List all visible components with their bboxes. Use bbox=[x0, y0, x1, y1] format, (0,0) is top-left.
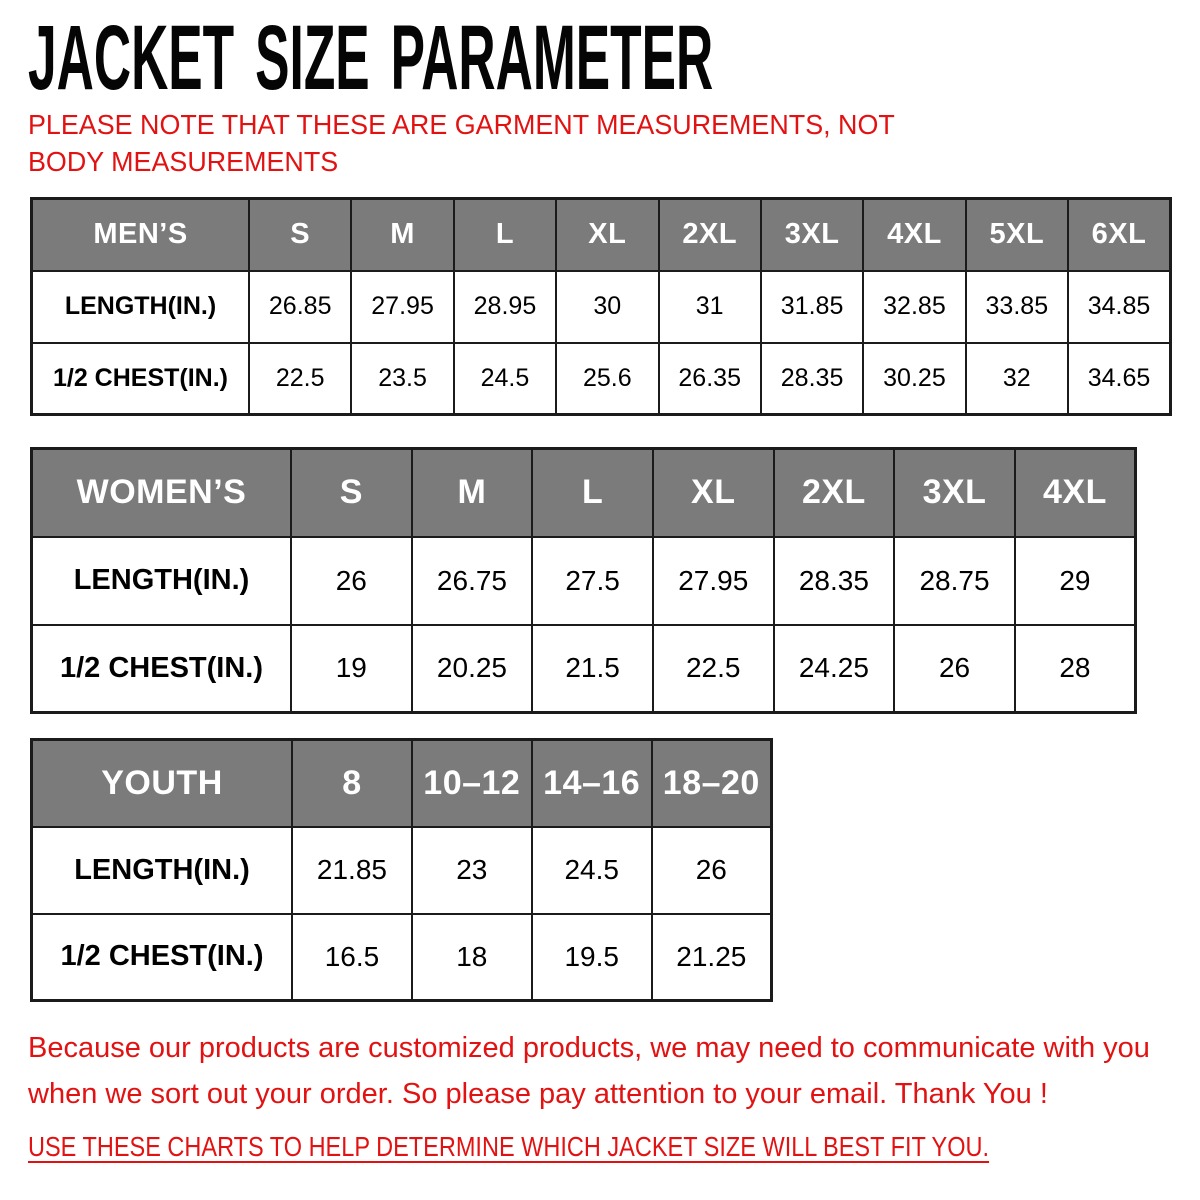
size-column-header: XL bbox=[556, 199, 658, 271]
measurement-value: 28.35 bbox=[761, 343, 863, 415]
measurement-value: 26.75 bbox=[412, 537, 533, 625]
size-column-header: 2XL bbox=[659, 199, 761, 271]
measurement-value: 34.65 bbox=[1068, 343, 1171, 415]
measurement-value: 30 bbox=[556, 271, 658, 343]
measurement-value: 31.85 bbox=[761, 271, 863, 343]
size-column-header: 10–12 bbox=[412, 740, 532, 827]
size-column-header: M bbox=[412, 449, 533, 537]
size-column-header: L bbox=[454, 199, 556, 271]
measurement-value: 30.25 bbox=[863, 343, 965, 415]
size-column-header: S bbox=[249, 199, 351, 271]
size-column-header: 4XL bbox=[863, 199, 965, 271]
customization-notice: Because our products are customized products, we may need to communicate with you when we sort out your order. So please pay attention to your email. Thank You ! bbox=[28, 1032, 1150, 1110]
measurement-value: 22.5 bbox=[653, 625, 774, 713]
measurement-value: 27.95 bbox=[351, 271, 453, 343]
size-column-header: 3XL bbox=[761, 199, 863, 271]
measurement-row-label: LENGTH(IN.) bbox=[32, 827, 293, 914]
mens-table-title: MEN’S bbox=[32, 199, 250, 271]
measurement-value: 21.85 bbox=[292, 827, 412, 914]
measurement-value: 28.75 bbox=[894, 537, 1015, 625]
mens-size-table bbox=[30, 197, 1172, 416]
measurement-value: 31 bbox=[659, 271, 761, 343]
measurement-value: 26 bbox=[894, 625, 1015, 713]
measurement-row-label: LENGTH(IN.) bbox=[32, 271, 250, 343]
measurement-value: 34.85 bbox=[1068, 271, 1171, 343]
measurement-value: 24.5 bbox=[454, 343, 556, 415]
garment-measurement-note: PLEASE NOTE THAT THESE ARE GARMENT MEASUREMENTS, NOT BODY MEASUREMENTS bbox=[28, 109, 895, 178]
youth-table bbox=[30, 738, 773, 1002]
measurement-value: 33.85 bbox=[966, 271, 1068, 343]
measurement-value: 26.85 bbox=[249, 271, 351, 343]
measurement-value: 21.25 bbox=[652, 914, 772, 1001]
measurement-value: 24.25 bbox=[774, 625, 895, 713]
measurement-value: 27.95 bbox=[653, 537, 774, 625]
size-column-header: XL bbox=[653, 449, 774, 537]
mens-table bbox=[30, 197, 1172, 416]
youth-size-table bbox=[30, 738, 773, 1002]
measurement-value: 25.6 bbox=[556, 343, 658, 415]
measurement-value: 26 bbox=[291, 537, 412, 625]
size-column-header: 18–20 bbox=[652, 740, 772, 827]
measurement-value: 24.5 bbox=[532, 827, 652, 914]
size-column-header: 2XL bbox=[774, 449, 895, 537]
youth-table-title: YOUTH bbox=[32, 740, 293, 827]
measurement-row-label: 1/2 CHEST(IN.) bbox=[32, 914, 293, 1001]
measurement-value: 20.25 bbox=[412, 625, 533, 713]
size-column-header: M bbox=[351, 199, 453, 271]
size-column-header: S bbox=[291, 449, 412, 537]
measurement-value: 22.5 bbox=[249, 343, 351, 415]
size-column-header: 8 bbox=[292, 740, 412, 827]
measurement-value: 27.5 bbox=[532, 537, 653, 625]
measurement-value: 18 bbox=[412, 914, 532, 1001]
measurement-value: 16.5 bbox=[292, 914, 412, 1001]
measurement-value: 26.35 bbox=[659, 343, 761, 415]
page-title: JACKET SIZE PARAMETER bbox=[28, 7, 714, 109]
measurement-value: 19.5 bbox=[532, 914, 652, 1001]
size-column-header: 6XL bbox=[1068, 199, 1171, 271]
measurement-value: 26 bbox=[652, 827, 772, 914]
size-column-header: 4XL bbox=[1015, 449, 1136, 537]
measurement-row-label: 1/2 CHEST(IN.) bbox=[32, 625, 292, 713]
measurement-row-label: LENGTH(IN.) bbox=[32, 537, 292, 625]
measurement-value: 19 bbox=[291, 625, 412, 713]
womens-table bbox=[30, 447, 1137, 714]
measurement-value: 21.5 bbox=[532, 625, 653, 713]
measurement-value: 32.85 bbox=[863, 271, 965, 343]
measurement-value: 28.35 bbox=[774, 537, 895, 625]
size-column-header: L bbox=[532, 449, 653, 537]
measurement-value: 23.5 bbox=[351, 343, 453, 415]
measurement-value: 28.95 bbox=[454, 271, 556, 343]
measurement-value: 28 bbox=[1015, 625, 1136, 713]
size-column-header: 5XL bbox=[966, 199, 1068, 271]
womens-table-title: WOMEN’S bbox=[32, 449, 292, 537]
measurement-row-label: 1/2 CHEST(IN.) bbox=[32, 343, 250, 415]
womens-size-table bbox=[30, 447, 1137, 714]
chart-usage-note: USE THESE CHARTS TO HELP DETERMINE WHICH JACKET SIZE WILL BEST FIT YOU. bbox=[28, 1131, 990, 1162]
measurement-value: 29 bbox=[1015, 537, 1136, 625]
measurement-value: 23 bbox=[412, 827, 532, 914]
size-column-header: 14–16 bbox=[532, 740, 652, 827]
size-column-header: 3XL bbox=[894, 449, 1015, 537]
measurement-value: 32 bbox=[966, 343, 1068, 415]
